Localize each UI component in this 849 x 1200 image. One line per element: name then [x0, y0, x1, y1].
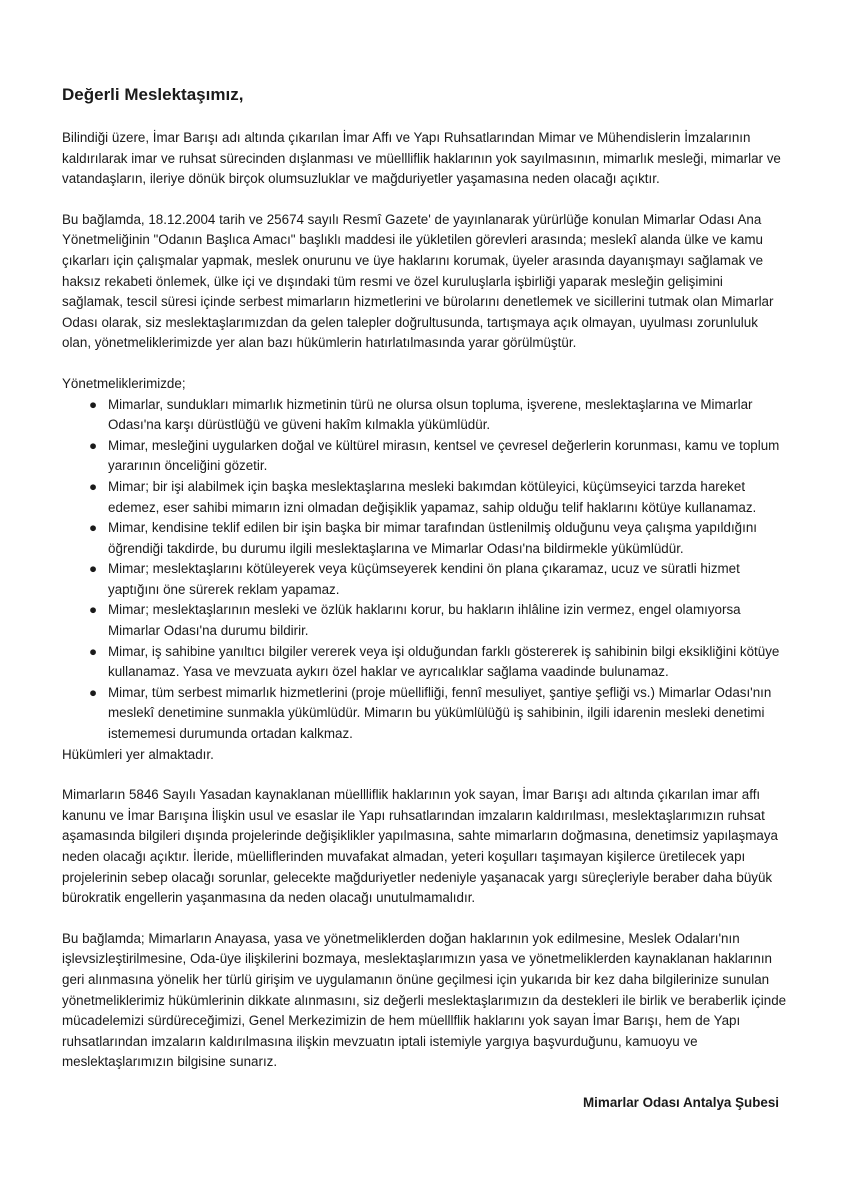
bullet-icon: ●: [88, 396, 98, 412]
regulation-text: Mimar; bir işi alabilmek için başka meslektaşlarına mesleki bakımdan kötüleyici, küçümseyici tarzda hareket edemez, eser sahibi mimarın izni olmadan değişiklik yapamaz, sahip olduğu telif haklarını kötüye kullanamaz.: [108, 478, 757, 515]
bullet-icon: ●: [88, 561, 98, 577]
regulation-text: Mimar, tüm serbest mimarlık hizmetlerini (proje müellifliği, fennî mesuliyet, şantiye şefliği vs.) Mimarlar Odası'nın meslekî denetimine sunmakla yükümlüdür. Mimarın bu yükümlülüğü iş sahibinin, ilgili idarenin mesleki denetimi istememesi durumunda ortadan kalkmaz.: [108, 684, 772, 742]
regulation-text: Mimar, kendisine teklif edilen bir işin başka bir mimar tarafından üstlenilmiş olduğunu veya çalışma yapıldığını öğrendiği takdirde, bu durumu ilgili meslektaşlarına ve Mimarlar Odası'na bildirmekle yükümlüdür.: [108, 520, 758, 556]
signature: Mimarlar Odası Antalya Şubesi: [583, 1094, 779, 1110]
regulations-list: [62, 395, 787, 745]
letter-greeting: Değerli Meslektaşımız,: [62, 85, 244, 104]
regulation-text: Mimar; meslektaşlarının mesleki ve özlük haklarını korur, bu hakların ihlâline izin vermez, engel olamıyorsa Mimarlar Odası'na durumu bildirir.: [108, 602, 741, 639]
regulation-item: [88, 642, 787, 683]
intro-paragraph: Bilindiği üzere, İmar Barışı adı altında çıkarılan İmar Affı ve Yapı Ruhsatlarından Mimar ve Mühendislerin İmzalarının kaldırılarak imar ve ruhsat sürecinden dışlanması ve müellliflik haklarının yok sayılmasının, mimarlık mesleği, mimarlar ve vatandaşların, ileriye dönük birçok olumsuzluklar ve mağduriyetler yaşamasına neden olacağı açıktır.: [62, 130, 781, 187]
bullet-icon: ●: [88, 602, 98, 618]
regulation-item: [88, 518, 787, 559]
context-paragraph: Bu bağlamda, 18.12.2004 tarih ve 25674 sayılı Resmî Gazete' de yayınlanarak yürürlüğe konulan Mimarlar Odası Ana Yönetmeliğinin "Odanın Başlıca Amacı" başlıklı maddesi ile yükletilen görevleri arasında; meslekî alanda ülke ve kamu çıkarları için çalışmalar yapmak, meslek onurunu ve üye haklarını korumak, üyeler arasında dayanışmayı sağlamak ve haksız rekabeti önlemek, ülke içi ve dışındaki tüm resmi ve özel kuruluşlarla işbirliği yaparak mesleğin gelişimini sağlamak, tescil süresi içinde serbest mimarların hizmetlerini ve bürolarını denetlemek ve sicillerini tutmak olan Mimarlar Odası olarak, siz meslektaşlarımızdan da gelen talepler doğrultusunda, tartışmaya açık olmayan, uyulması zorunluluk olan, yönetmeliklerimizde yer alan bazı hükümlerin hatırlatılmasında yarar görülmüştür.: [62, 211, 774, 351]
bullet-icon: ●: [88, 643, 98, 659]
regulation-item: [88, 477, 787, 518]
bullet-icon: ●: [88, 437, 98, 453]
consequences-paragraph: Mimarların 5846 Sayılı Yasadan kaynaklanan müellliflik haklarının yok sayan, İmar Barışı adı altında çıkarılan imar affı kanunu ve İmar Barışına İlişkin usul ve esaslar ile Yapı ruhsatlarından imzaların kaldırılması, meslektaşlarımızın ruhsat aşamasında bilgileri dışında projelerinde değişiklikler yapılmasına, sahte mimarların doğmasına, denetimsiz yapılaşmaya neden olacağı açıktır. İleride, müelliflerinden muvafakat almadan, yeteri koşulları taşımayan kişilerce üretilecek yapı projelerinin sebep olacağı sorunlar, gelecekte mağduriyetler nedeniyle yaşanacak yargı süreçleriyle beraber daha büyük bürokratik engellerin yaşanmasına da neden olacağı unutulmamalıdır.: [62, 787, 779, 906]
regulation-text: Mimar, iş sahibine yanıltıcı bilgiler vererek veya işi olduğundan farklı göstererek iş sahibinin bilgi eksikliğini kötüye kullanamaz. Yasa ve mevzuata aykırı özel haklar ve ayrıcalıklar sağlama vaadinde bulunamaz.: [108, 643, 780, 680]
regulation-item: [88, 436, 787, 477]
regulation-text: Mimarlar, sundukları mimarlık hizmetinin türü ne olursa olsun topluma, işverene, meslektaşlarına ve Mimarlar Odası'na karşı dürüstlüğü ve güveni hakîm kılmakla yükümlüdür.: [108, 396, 753, 433]
regulations-list-intro: Yönetmeliklerimizde;: [62, 375, 186, 391]
bullet-icon: ●: [88, 684, 98, 700]
regulation-text: Mimar; meslektaşlarını kötüleyerek veya küçümseyerek kendini ön plana çıkaramaz, ucuz ve süratli hizmet yaptığını öne sürerek reklam yapamaz.: [108, 561, 740, 597]
regulations-list-outro: Hükümleri yer almaktadır.: [62, 746, 214, 762]
bullet-icon: ●: [88, 478, 98, 494]
regulation-item: [88, 559, 787, 600]
regulation-item: [88, 600, 787, 641]
regulation-text: Mimar, mesleğini uygularken doğal ve kültürel mirasın, kentsel ve çevresel değerlerin korunması, kamu ve toplum yararının önceliğini gözetir.: [108, 437, 780, 474]
bullet-icon: ●: [88, 520, 98, 536]
closing-paragraph: Bu bağlamda; Mimarların Anayasa, yasa ve yönetmeliklerden doğan haklarının yok edilmesine, Meslek Odaları'nın işlevsizleştirilmesine, Oda-üye ilişkilerini bozmaya, meslektaşlarımızın yasa ve yönetmeliklerden kaynaklanan haklarının geri alınmasına yönelik her türlü girişim ve uygulamanın önüne geçilmesi için yukarıda bir kez daha bilgilerinize sunulan yönetmeliklerimiz hükümlerinin dikkate alınmasını, siz değerli meslektaşlarımızın da destekleri ile birlik ve beraberlik içinde mücadelemizi sürdüreceğimizi, Genel Merkezimizin de hem müelllflik haklarını yok sayan İmar Barışı, hem de Yapı ruhsatlarından imzaların kaldırılmasına ilişkin mevzuatın iptali istemiyle yargıya başvurduğunu, kamuoyu ve meslektaşlarımızın bilgisine sunarız.: [62, 930, 787, 1070]
regulation-item: [88, 395, 787, 436]
regulation-item: [88, 683, 787, 745]
